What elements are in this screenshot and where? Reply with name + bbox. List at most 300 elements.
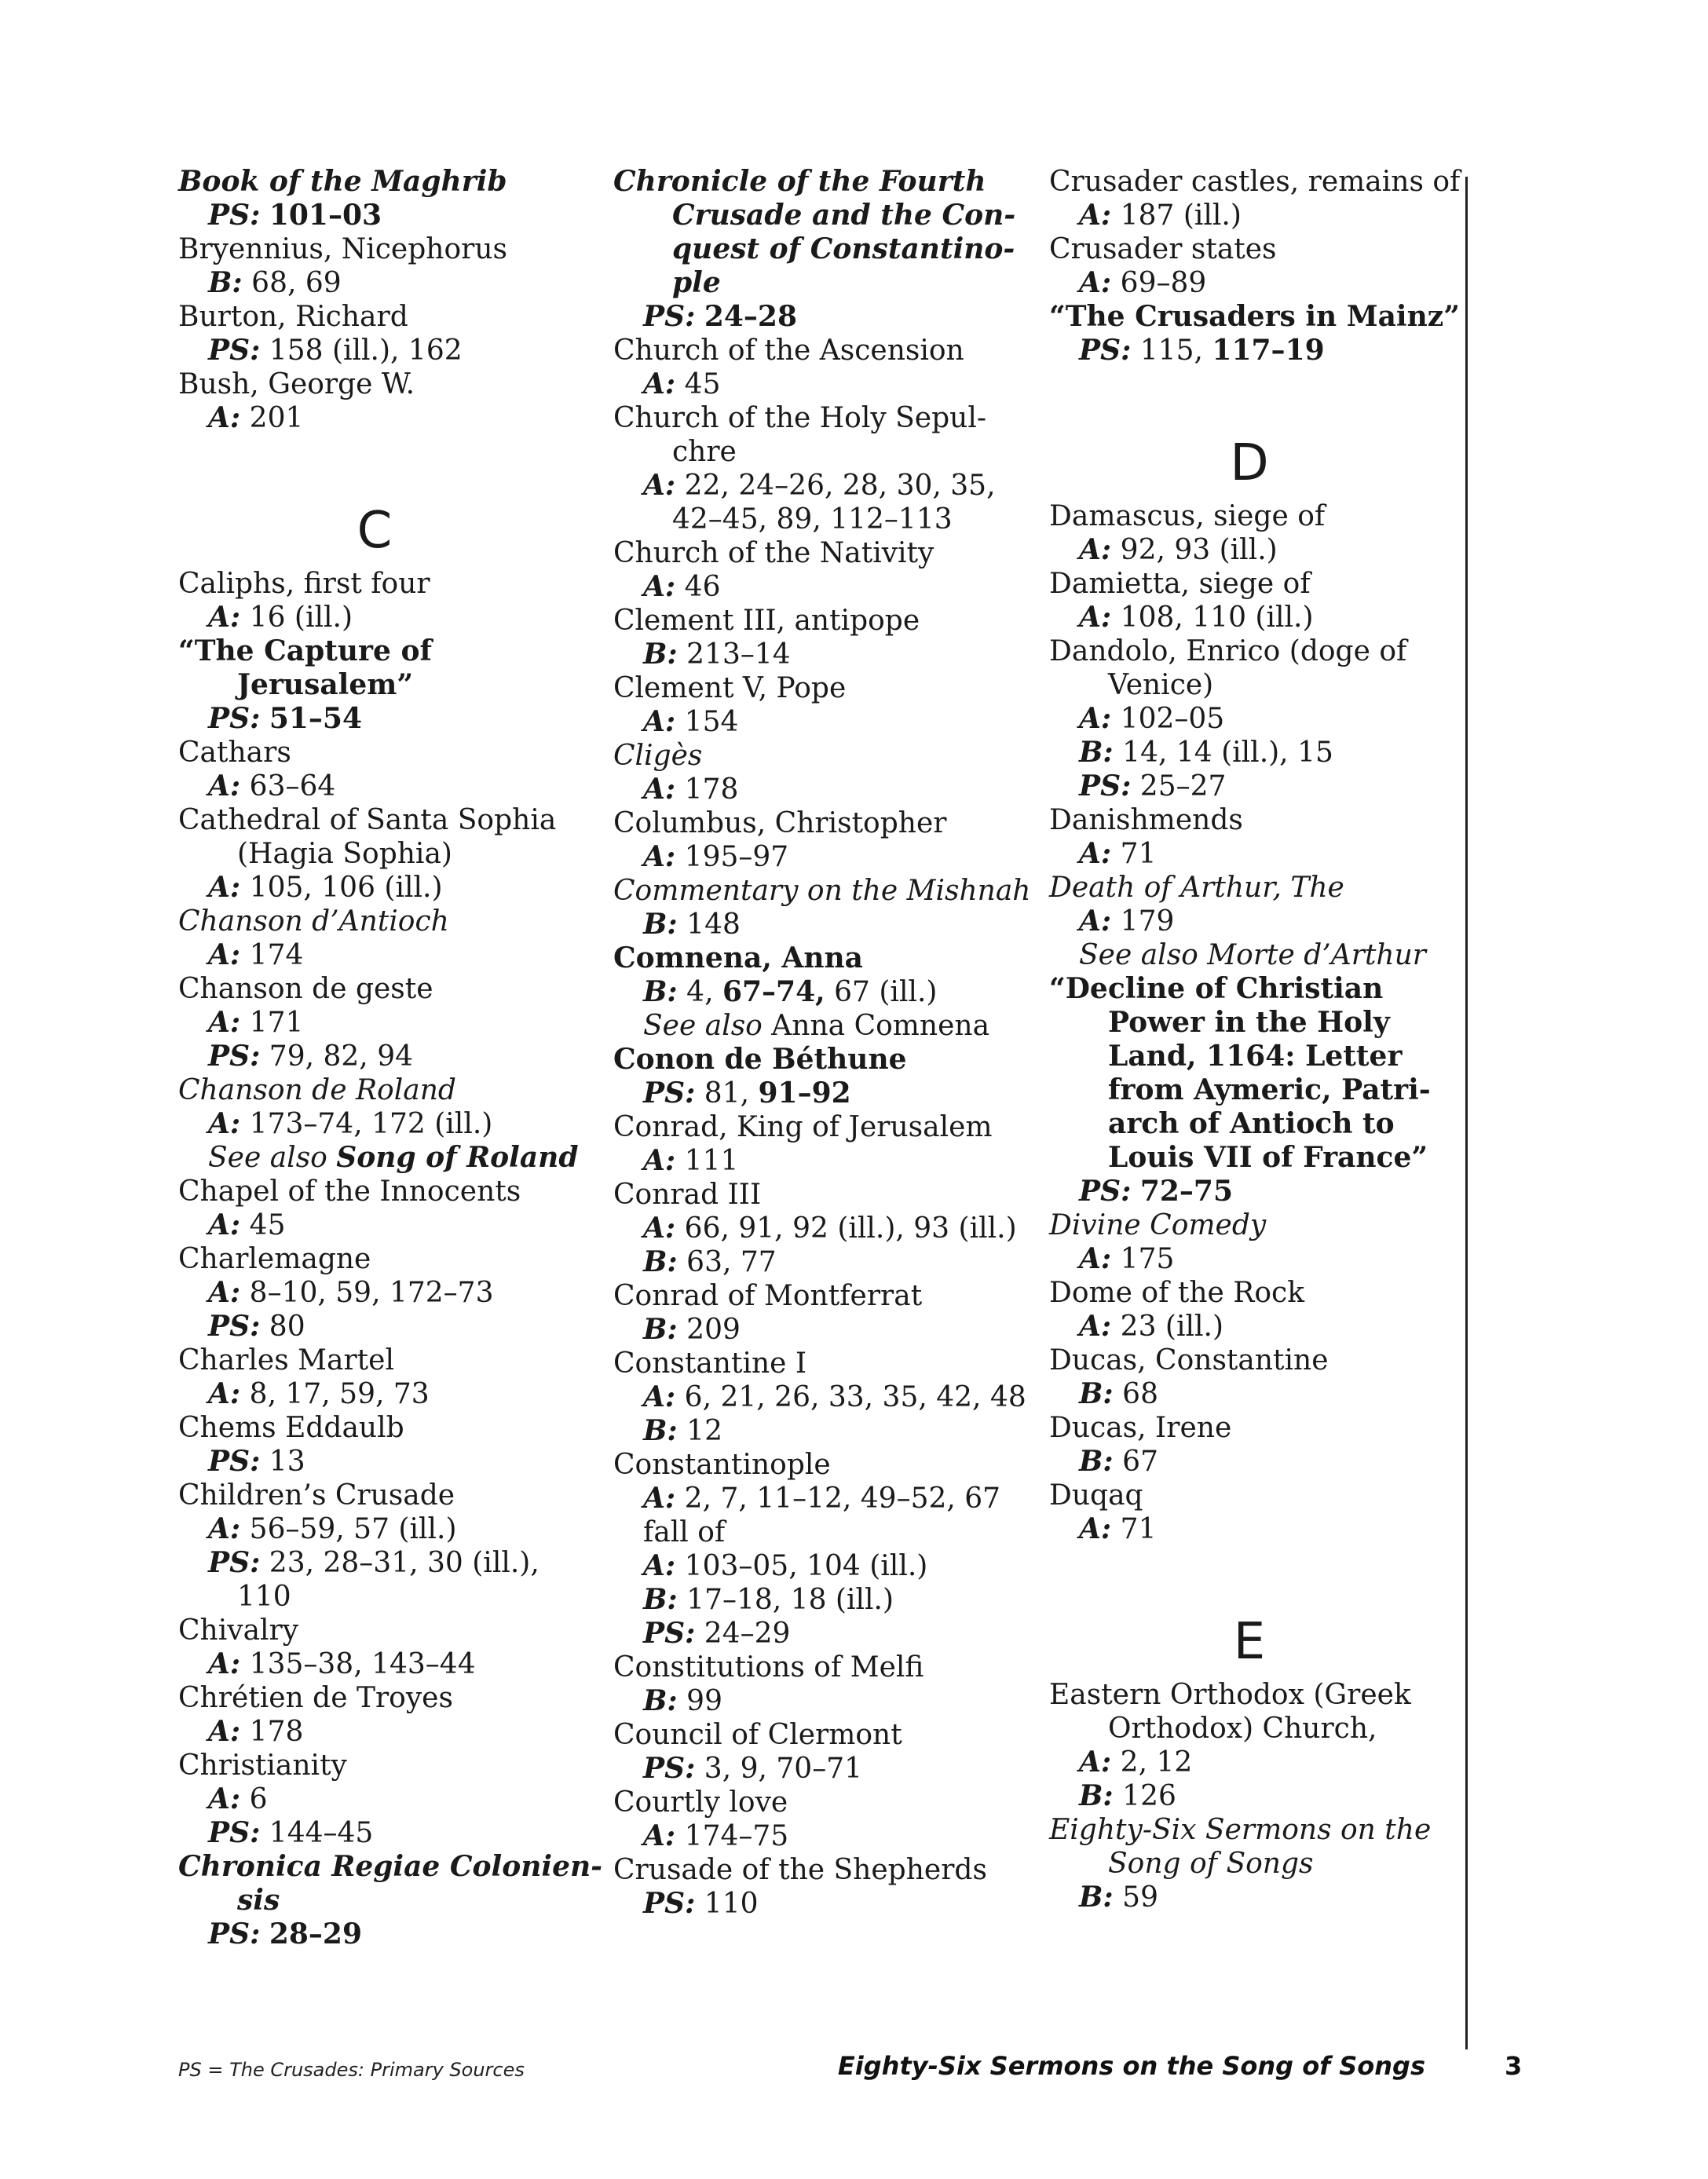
index-entry <box>1049 1276 1450 1344</box>
entry-text: PS: <box>208 199 261 232</box>
entry-text: Ducas, Constantine <box>1049 1344 1329 1376</box>
entry-subline <box>613 1549 1014 1583</box>
entry-text: 6 <box>240 1783 268 1815</box>
entry-heading <box>1049 1276 1450 1310</box>
entry-text <box>695 301 704 333</box>
entry-text: Chivalry <box>178 1614 299 1647</box>
index-entry <box>178 1175 571 1242</box>
entry-subline <box>613 1515 1014 1549</box>
entry-text: A: <box>1079 266 1112 299</box>
index-entry <box>613 604 1014 671</box>
entry-text: Caliphs, first four <box>178 568 430 600</box>
entry-text: A: <box>643 1482 676 1515</box>
entry-text: See also <box>208 1142 327 1174</box>
entry-subline <box>1049 601 1450 634</box>
entry-heading <box>613 1110 1014 1144</box>
entry-subline <box>178 668 571 702</box>
entry-heading <box>178 1175 571 1208</box>
entry-text: A: <box>1079 702 1112 735</box>
entry-heading <box>178 1614 571 1647</box>
entry-heading <box>178 1681 571 1715</box>
entry-text: PS: <box>208 1310 261 1343</box>
index-entry <box>178 634 571 736</box>
entry-text: 2, 12 <box>1111 1746 1193 1779</box>
entry-subline <box>178 1715 571 1749</box>
entry-subline <box>1049 770 1450 803</box>
entry-text: B: <box>643 1684 678 1717</box>
entry-text: 173–74, 172 (ill.) <box>240 1108 493 1140</box>
entry-heading <box>178 634 571 668</box>
entry-heading <box>178 803 571 837</box>
entry-text: B: <box>643 1583 678 1616</box>
entry-text: PS: <box>643 1077 696 1110</box>
entry-subline <box>1049 1310 1450 1344</box>
entry-subline <box>178 199 571 232</box>
entry-text: A: <box>643 840 676 873</box>
footer-legend: PS = The Crusades: Primary Sources <box>178 2059 525 2081</box>
index-entry <box>178 1614 571 1681</box>
entry-text: A: <box>208 1782 241 1815</box>
entry-heading <box>1049 1411 1450 1445</box>
entry-text: A: <box>208 1647 241 1680</box>
entry-text: PS: <box>643 1887 696 1920</box>
entry-text: Crusade and the Con- <box>672 199 1016 232</box>
entry-text: 12 <box>677 1415 722 1447</box>
index-entry <box>178 1850 603 1951</box>
entry-text: sis <box>237 1884 280 1917</box>
entry-text: Chapel of the Innocents <box>178 1175 521 1208</box>
entry-subline <box>613 199 1014 232</box>
entry-text: B: <box>1079 736 1114 769</box>
index-entry <box>178 367 571 435</box>
entry-text: from Aymeric, Patri- <box>1108 1073 1431 1106</box>
entry-subline <box>613 1617 1014 1651</box>
entry-subline <box>178 1546 571 1580</box>
entry-text: 201 <box>240 402 304 434</box>
entry-text: Church of the Ascension <box>613 335 964 367</box>
entry-text: 24–29 <box>695 1618 791 1650</box>
entry-subline <box>178 1580 571 1614</box>
entry-text: A: <box>208 1107 241 1140</box>
entry-text: 71 <box>1111 1513 1157 1545</box>
entry-text: 67 (ill.) <box>825 976 938 1008</box>
entry-text: Conrad III <box>613 1179 762 1211</box>
entry-subline <box>613 1077 1014 1110</box>
entry-heading <box>1049 300 1460 334</box>
entry-text: See also Morte d’Arthur <box>1079 939 1426 971</box>
entry-heading <box>613 1718 1014 1752</box>
entry-text: B: <box>208 266 243 299</box>
index-column-2 <box>613 165 1031 1921</box>
entry-text: A: <box>208 401 241 434</box>
entry-subline <box>178 334 571 367</box>
entry-text: 68 <box>1113 1378 1158 1410</box>
entry-text: 28–29 <box>269 1918 363 1950</box>
entry-text: 14, 14 (ill.), 15 <box>1113 737 1333 769</box>
vertical-rule <box>1465 177 1468 2049</box>
entry-text: (Hagia Sophia) <box>237 838 452 870</box>
entry-text: 45 <box>240 1209 286 1241</box>
entry-text: A: <box>643 773 676 806</box>
entry-subline <box>1049 199 1450 232</box>
entry-text: 171 <box>240 1007 304 1039</box>
entry-text: B: <box>1079 1881 1114 1914</box>
entry-heading <box>178 1242 571 1276</box>
entry-heading <box>178 232 571 266</box>
entry-text: 81, <box>695 1077 759 1110</box>
entry-text: Conrad, King of Jerusalem <box>613 1111 993 1143</box>
entry-subline <box>1049 837 1450 871</box>
entry-subline <box>613 1245 1014 1279</box>
entry-text: Orthodox) Church, <box>1108 1713 1377 1745</box>
entry-heading <box>178 165 571 199</box>
entry-subline <box>1049 1073 1450 1107</box>
entry-text: fall of <box>643 1516 726 1548</box>
entry-heading <box>613 874 1031 908</box>
entry-text: A: <box>208 1006 241 1039</box>
index-entry <box>613 1178 1017 1279</box>
entry-subline <box>613 367 1014 401</box>
entry-heading <box>1049 803 1450 837</box>
entry-text: 8, 17, 59, 73 <box>240 1378 430 1410</box>
entry-heading <box>613 1279 1014 1313</box>
entry-text: A: <box>1079 601 1112 634</box>
entry-text: 80 <box>260 1311 305 1343</box>
entry-text: 102–05 <box>1111 703 1225 735</box>
index-entry <box>1049 634 1450 803</box>
entry-text: 56–59, 57 (ill.) <box>240 1513 457 1545</box>
entry-text: Clement III, antipope <box>613 605 920 637</box>
entry-text <box>260 703 269 735</box>
entry-text: 175 <box>1111 1243 1175 1275</box>
entry-text: Song of Songs <box>1108 1848 1314 1880</box>
entry-text: 158 (ill.), 162 <box>260 335 463 367</box>
entry-text: Book of the Maghrib <box>178 165 507 198</box>
index-entry <box>1049 232 1450 300</box>
index-entry <box>613 334 1014 401</box>
entry-text: 115, <box>1131 335 1212 367</box>
entry-subline <box>178 1647 571 1681</box>
entry-text: 91–92 <box>758 1077 851 1110</box>
entry-subline <box>178 601 571 634</box>
entry-subline <box>1049 1175 1450 1208</box>
index-entry <box>613 739 1014 806</box>
entry-subline <box>613 773 1014 806</box>
entry-heading <box>613 334 1014 367</box>
entry-subline <box>613 1380 1026 1414</box>
entry-text: A: <box>1079 837 1112 870</box>
entry-heading <box>613 604 1014 638</box>
entry-text: PS: <box>208 1918 261 1950</box>
entry-subline <box>613 1144 1014 1178</box>
entry-heading <box>178 300 571 334</box>
entry-text: 68, 69 <box>242 267 342 299</box>
entry-text: 111 <box>675 1145 739 1177</box>
entry-text: Dandolo, Enrico (doge of <box>1049 635 1407 667</box>
index-entry <box>1049 499 1450 567</box>
entry-text: 178 <box>675 773 739 806</box>
index-entry <box>613 1043 1014 1110</box>
entry-heading <box>1049 165 1461 199</box>
entry-text: 174–75 <box>675 1820 789 1852</box>
entry-text: 135–38, 143–44 <box>240 1648 476 1680</box>
entry-subline <box>178 1040 571 1073</box>
entry-text: Crusade of the Shepherds <box>613 1854 987 1886</box>
entry-text: PS: <box>1079 334 1132 367</box>
entry-text: 154 <box>675 706 739 738</box>
entry-subline <box>178 1445 571 1479</box>
entry-subline <box>1049 736 1450 770</box>
entry-text: Church of the Nativity <box>613 537 934 569</box>
index-entry <box>1049 1813 1450 1914</box>
entry-heading <box>1049 1479 1450 1512</box>
entry-text: Charlemagne <box>178 1243 371 1275</box>
entry-text: Land, 1164: Letter <box>1108 1040 1403 1073</box>
entry-subline <box>178 1918 571 1951</box>
index-entry <box>178 567 571 634</box>
entry-text: PS: <box>208 1816 261 1849</box>
entry-heading <box>178 1850 603 1884</box>
entry-subline <box>178 401 571 435</box>
entry-subline <box>613 1752 1014 1786</box>
entry-text: 22, 24–26, 28, 30, 35, <box>675 470 996 502</box>
entry-text: Comnena, Anna <box>613 941 864 974</box>
entry-subline <box>1049 266 1450 300</box>
entry-text: Jerusalem” <box>237 668 414 701</box>
entry-text: B: <box>643 638 678 671</box>
entry-text: “Decline of Christian <box>1049 972 1384 1005</box>
section-letter: D <box>1230 434 1269 492</box>
index-entry <box>1049 1344 1450 1411</box>
entry-text: 144–45 <box>260 1817 374 1849</box>
entry-text: Eighty-Six Sermons on the <box>1049 1814 1432 1846</box>
index-entry <box>1049 1479 1450 1546</box>
entry-subline <box>613 1819 1014 1853</box>
entry-subline <box>613 503 1014 536</box>
entry-text: 45 <box>675 368 721 400</box>
index-entry <box>178 1242 571 1344</box>
entry-subline <box>613 1313 1014 1347</box>
entry-heading <box>613 536 1014 570</box>
entry-subline <box>1049 1107 1450 1141</box>
entry-heading <box>178 905 571 938</box>
entry-text: 23 (ill.) <box>1111 1311 1224 1343</box>
entry-text: Charles Martel <box>178 1344 394 1376</box>
index-entry <box>613 1651 1014 1718</box>
entry-heading <box>178 367 571 401</box>
entry-text: 174 <box>240 939 304 971</box>
entry-subline <box>613 908 1014 941</box>
entry-subline <box>1049 702 1450 736</box>
index-entry <box>178 1749 571 1850</box>
index-entry <box>178 905 571 972</box>
entry-subline <box>178 1208 571 1242</box>
entry-text: A: <box>208 1208 241 1241</box>
entry-text: 63–64 <box>240 770 336 803</box>
entry-subline <box>613 232 1014 266</box>
entry-heading <box>1049 972 1450 1006</box>
entry-subline <box>613 300 1014 334</box>
index-entry <box>1049 1208 1450 1276</box>
entry-text: Church of the Holy Sepul- <box>613 402 986 434</box>
entry-subline <box>178 1006 571 1040</box>
entry-text: A: <box>1079 1242 1112 1275</box>
section-letter: E <box>1233 1613 1266 1671</box>
entry-subline <box>613 1583 1014 1617</box>
entry-subline <box>613 1887 1014 1921</box>
entry-subline <box>1049 1006 1450 1040</box>
entry-text: 63, 77 <box>677 1246 777 1278</box>
entry-text: A: <box>643 705 676 738</box>
entry-text: 4, <box>677 976 722 1008</box>
entry-text: PS: <box>643 1752 696 1785</box>
entry-heading <box>613 941 1014 975</box>
index-entry <box>613 1718 1014 1786</box>
entry-text: Bush, George W. <box>178 368 415 400</box>
entry-text: A: <box>643 367 676 400</box>
entry-heading <box>613 1043 1014 1077</box>
entry-text: 6, 21, 26, 33, 35, 42, 48 <box>675 1381 1026 1413</box>
entry-text: 110 <box>237 1581 291 1613</box>
page-number: 3 <box>1505 2051 1523 2081</box>
entry-text: 148 <box>677 909 741 941</box>
entry-text: Cligès <box>613 740 703 772</box>
entry-text: A: <box>643 469 676 502</box>
entry-subline <box>178 1512 571 1546</box>
entry-text: B: <box>1079 1779 1114 1812</box>
entry-text: 103–05, 104 (ill.) <box>675 1550 928 1582</box>
index-entry <box>178 165 571 232</box>
entry-text: A: <box>208 1377 241 1410</box>
index-entry <box>613 1448 1014 1651</box>
entry-text: A: <box>1079 905 1112 938</box>
entry-text: A: <box>1079 1310 1112 1343</box>
entry-heading <box>1049 567 1450 601</box>
entry-subline <box>613 1212 1017 1245</box>
index-entry <box>178 1344 571 1411</box>
entry-text: PS: <box>208 1546 261 1579</box>
entry-text: PS: <box>1079 770 1132 803</box>
entry-text: B: <box>1079 1445 1114 1478</box>
entry-text: B: <box>643 1313 678 1346</box>
entry-text: Cathedral of Santa Sophia <box>178 804 557 836</box>
entry-subline <box>178 1310 571 1344</box>
entry-subline <box>178 702 571 736</box>
index-entry <box>178 1411 571 1479</box>
entry-subline <box>613 570 1014 604</box>
entry-subline <box>178 837 571 871</box>
entry-text: 105, 106 (ill.) <box>240 872 443 904</box>
entry-text: A: <box>1079 199 1112 232</box>
entry-text <box>1131 1175 1139 1208</box>
entry-text: 187 (ill.) <box>1111 199 1242 232</box>
index-entry <box>1049 567 1450 634</box>
entry-text: A: <box>1079 1746 1112 1779</box>
entry-text: PS: <box>643 300 696 333</box>
entry-text: 13 <box>260 1446 305 1478</box>
entry-subline <box>1049 1242 1450 1276</box>
entry-text: A: <box>643 1819 676 1852</box>
entry-text: 46 <box>675 571 721 603</box>
index-entry <box>178 1073 579 1175</box>
entry-text: Eastern Orthodox (Greek <box>1049 1679 1411 1711</box>
entry-text: 8–10, 59, 172–73 <box>240 1277 494 1309</box>
entry-heading <box>613 1448 1014 1482</box>
entry-subline <box>1049 905 1450 938</box>
entry-text: Constantine I <box>613 1347 807 1380</box>
entry-subline <box>1049 1779 1450 1813</box>
entry-text: 23, 28–31, 30 (ill.), <box>260 1547 539 1579</box>
entry-heading <box>613 165 1014 199</box>
index-entry <box>1049 871 1450 972</box>
entry-heading <box>178 567 571 601</box>
entry-text: Crusader states <box>1049 233 1277 265</box>
entry-text: quest of Constantino- <box>672 232 1015 265</box>
entry-text: A: <box>208 1715 241 1748</box>
entry-text: Bryennius, Nicephorus <box>178 233 507 265</box>
entry-heading <box>613 1786 1014 1819</box>
entry-text: Children’s Crusade <box>178 1479 455 1512</box>
entry-text: 59 <box>1113 1881 1158 1914</box>
entry-text: Clement V, Pope <box>613 672 847 704</box>
entry-text: Song of Roland <box>336 1141 579 1174</box>
entry-subline <box>178 871 571 905</box>
entry-text: A: <box>643 1380 676 1413</box>
entry-text: 16 (ill.) <box>240 601 353 634</box>
entry-subline <box>1049 334 1450 367</box>
index-entry <box>613 1853 1014 1921</box>
entry-text: 66, 91, 92 (ill.), 93 (ill.) <box>675 1212 1017 1245</box>
entry-text: Crusader castles, remains of <box>1049 166 1461 198</box>
entry-text: 213–14 <box>677 638 791 671</box>
entry-heading <box>178 736 571 770</box>
entry-text: “The Capture of <box>178 634 432 667</box>
entry-text: Damascus, siege of <box>1049 500 1326 532</box>
entry-text: 117–19 <box>1212 334 1325 367</box>
entry-text: 51–54 <box>269 702 363 735</box>
entry-heading <box>613 1178 1014 1212</box>
entry-text: Courtly love <box>613 1786 788 1819</box>
index-entry <box>178 736 571 803</box>
entry-subline <box>1049 533 1450 567</box>
entry-text: “The Crusaders in Mainz” <box>1049 300 1460 333</box>
entry-subline <box>613 266 1014 300</box>
index-entry <box>178 803 571 905</box>
index-entry <box>178 1479 571 1614</box>
entry-text: Chronica Regiae Colonien- <box>178 1850 603 1883</box>
entry-subline <box>1049 1040 1450 1073</box>
entry-subline <box>613 1482 1014 1515</box>
entry-subline <box>178 1816 571 1850</box>
entry-text: 71 <box>1111 838 1157 870</box>
entry-heading <box>178 972 571 1006</box>
index-entry <box>613 1347 1026 1448</box>
index-entry <box>1049 803 1450 871</box>
entry-text: 195–97 <box>675 841 789 873</box>
entry-text: 42–45, 89, 112–113 <box>672 503 953 536</box>
entry-text: Chanson d’Antioch <box>178 905 449 938</box>
entry-text: 69–89 <box>1111 267 1207 299</box>
entry-text: Chronicle of the Fourth <box>613 165 986 198</box>
index-column-3 <box>1049 165 1461 1914</box>
entry-text: Cathars <box>178 737 291 769</box>
entry-text: arch of Antioch to <box>1108 1107 1395 1140</box>
entry-text: A: <box>1079 533 1112 566</box>
entry-subline <box>613 705 1014 739</box>
entry-subline <box>1049 1141 1450 1175</box>
entry-subline <box>178 938 571 972</box>
entry-text: Chanson de geste <box>178 973 433 1005</box>
